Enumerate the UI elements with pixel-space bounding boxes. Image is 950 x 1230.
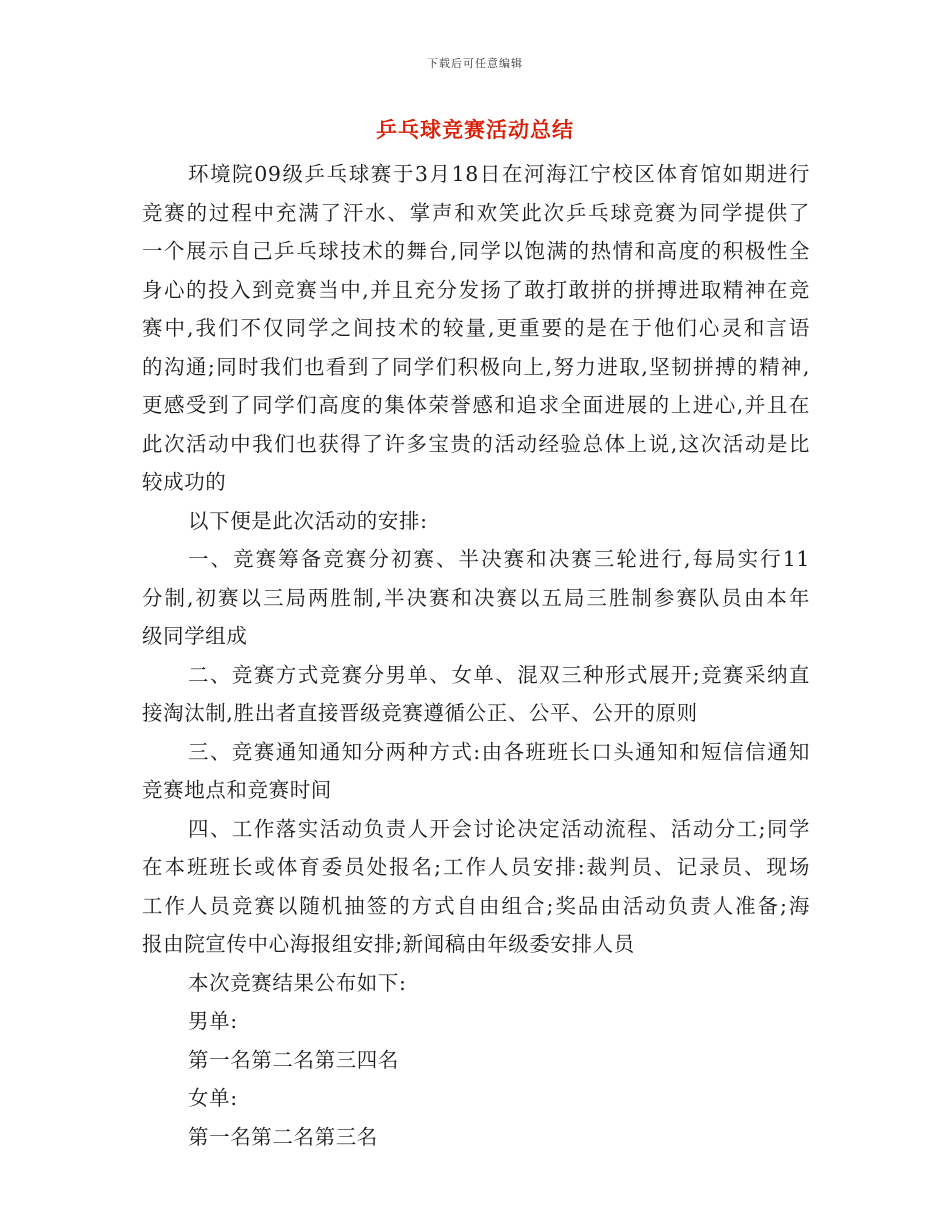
body-line: 男单: — [188, 1009, 238, 1033]
body-line: 竞赛的过程中充满了汗水、掌声和欢笑此次乒乓球竞赛为同学提供了 — [142, 200, 810, 225]
body-line: 一个展示自己乒乓球技术的舞台,同学以饱满的热情和高度的积极性全 — [142, 239, 810, 263]
body-line: 报由院宣传中心海报组安排;新闻稿由年级委安排人员 — [142, 932, 635, 956]
body-line: 一、竞赛筹备竞赛分初赛、半决赛和决赛三轮进行,每局实行11 — [188, 547, 810, 571]
body-line: 竞赛地点和竞赛时间 — [142, 778, 332, 802]
body-line: 接淘汰制,胜出者直接晋级竞赛遵循公正、公平、公开的原则 — [142, 701, 698, 725]
body-line: 赛中,我们不仅同学之间技术的较量,更重要的是在于他们心灵和言语 — [142, 316, 810, 340]
body-line: 的沟通;同时我们也看到了同学们积极向上,努力进取,坚韧拼搏的精神, — [142, 354, 810, 379]
document-body — [142, 155, 810, 1156]
body-line: 较成功的 — [142, 470, 227, 494]
body-line: 更感受到了同学们高度的集体荣誉感和追求全面进展的上进心,并且在 — [142, 393, 810, 417]
body-line: 二、竞赛方式竞赛分男单、女单、混双三种形式展开;竞赛采纳直 — [188, 662, 810, 687]
body-line: 三、竞赛通知通知分两种方式:由各班班长口头通知和短信信通知 — [188, 739, 810, 764]
body-line: 第一名第二名第三名 — [188, 1124, 378, 1149]
body-line: 身心的投入到竞赛当中,并且充分发扬了敢打敢拼的拼搏进取精神在竞 — [142, 277, 810, 302]
body-line: 环境院09级乒乓球赛于3月18日在河海江宁校区体育馆如期进行 — [188, 162, 810, 186]
document-title: 乒乓球竞赛活动总结 — [376, 117, 574, 142]
body-line: 以下便是此次活动的安排: — [188, 508, 428, 533]
body-line: 女单: — [188, 1086, 238, 1110]
body-line: 第一名第二名第三四名 — [188, 1047, 399, 1072]
body-line: 在本班班长或体育委员处报名;工作人员安排:裁判员、记录员、现场 — [142, 855, 810, 879]
body-line: 分制,初赛以三局两胜制,半决赛和决赛以五局三胜制参赛队员由本年 — [142, 585, 810, 610]
page-header-note: 下载后可任意编辑 — [427, 57, 523, 70]
body-line: 本次竞赛结果公布如下: — [188, 970, 407, 995]
body-line: 四、工作落实活动负责人开会讨论决定活动流程、活动分工;同学 — [188, 816, 810, 841]
body-line: 级同学组成 — [142, 624, 248, 648]
body-line: 此次活动中我们也获得了许多宝贵的活动经验总体上说,这次活动是比 — [142, 431, 810, 456]
body-line: 工作人员竞赛以随机抽签的方式自由组合;奖品由活动负责人准备;海 — [142, 893, 810, 918]
